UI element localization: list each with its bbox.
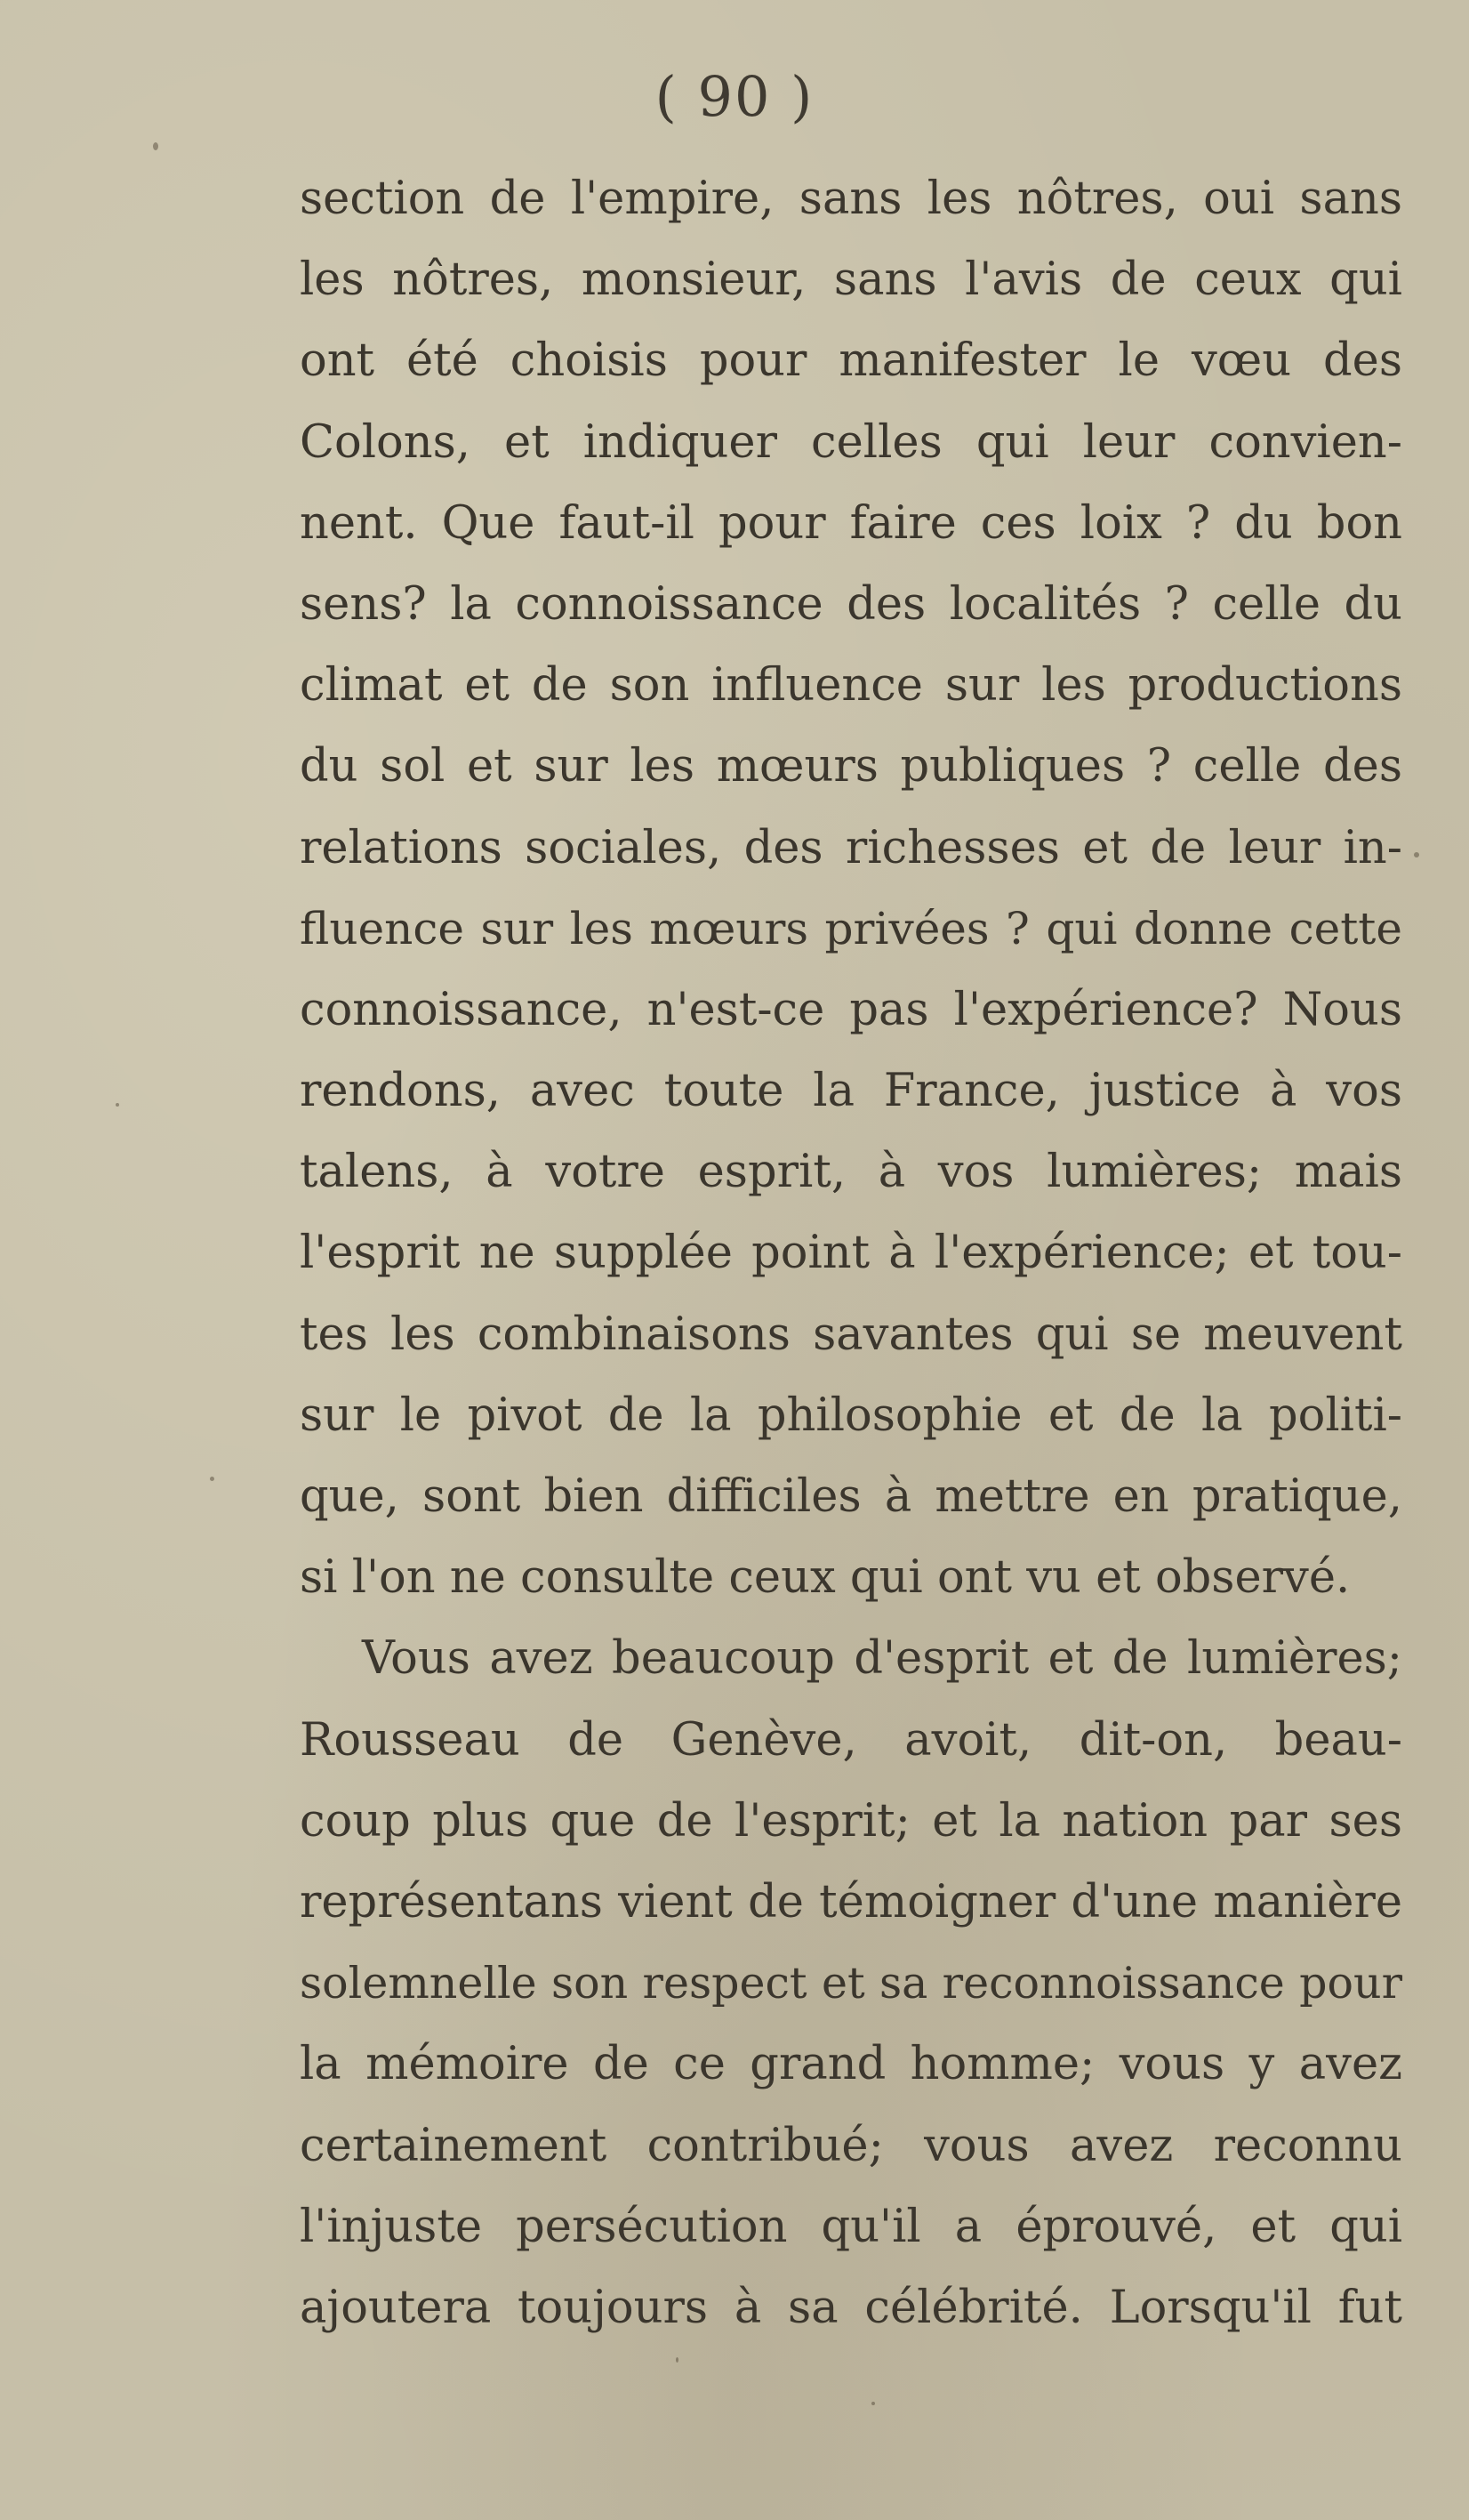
text-line: climat et de son influence sur les productions	[300, 659, 1402, 713]
text-line: coup plus que de l'esprit; et la nation par ses	[300, 1794, 1402, 1848]
paper-speck	[210, 1477, 214, 1481]
text-line: certainement contribué; vous avez reconnu	[300, 2119, 1402, 2172]
text-line: section de l'empire, sans les nôtres, oui sans	[300, 173, 1402, 225]
text-line: connoissance, n'est-ce pas l'expérience? Nous	[300, 983, 1402, 1036]
text-line: Colons, et indiquer celles qui leur convien-	[300, 415, 1402, 469]
text-line: que, sont bien difficiles à mettre en pratique,	[300, 1470, 1402, 1523]
paragraph-start-line: Vous avez beaucoup d'esprit et de lumières;	[362, 1632, 1402, 1686]
paper-speck	[116, 1103, 119, 1107]
text-line: solemnelle son respect et sa reconnoissance pour	[300, 1958, 1402, 2009]
text-line: relations sociales, des richesses et de leur in-	[300, 821, 1402, 874]
page-number: ( 90 )	[654, 64, 815, 129]
text-line: l'injuste persécution qu'il a éprouvé, et qui	[300, 2200, 1402, 2253]
paper-speck	[1414, 852, 1419, 857]
text-line: si l'on ne consulte ceux qui ont vu et observé.	[300, 1551, 1351, 1605]
paper-speck	[676, 2357, 678, 2363]
text-line: les nôtres, monsieur, sans l'avis de ceux qui	[300, 254, 1402, 307]
text-line: rendons, avec toute la France, justice à vos	[300, 1065, 1402, 1118]
paper-speck	[1238, 2139, 1241, 2146]
text-line: nent. Que faut-il pour faire ces loix ? du bon	[300, 496, 1402, 550]
text-line: Rousseau de Genève, avoit, dit-on, beau-	[300, 1713, 1402, 1767]
body-text	[300, 158, 1402, 2348]
text-line: ajoutera toujours à sa célébrité. Lorsqu'il fut	[300, 2281, 1402, 2334]
text-line: représentans vient de témoigner d'une manière	[300, 1875, 1402, 1928]
text-line: du sol et sur les mœurs publiques ? celle des	[300, 740, 1402, 793]
text-line: sur le pivot de la philosophie et de la politi-	[300, 1389, 1402, 1442]
text-line: ont été choisis pour manifester le vœu des	[300, 334, 1402, 388]
text-line: l'esprit ne supplée point à l'expérience; et tou-	[300, 1227, 1402, 1280]
text-line: talens, à votre esprit, à vos lumières; mais	[300, 1146, 1402, 1199]
text-line: tes les combinaisons savantes qui se meuvent	[300, 1308, 1402, 1361]
paper-speck	[871, 2402, 875, 2405]
text-line: sens? la connoissance des localités ? celle du	[300, 577, 1402, 631]
paper-speck	[153, 142, 158, 150]
text-line: fluence sur les mœurs privées ? qui donne cette	[300, 902, 1402, 954]
text-line: la mémoire de ce grand homme; vous y avez	[300, 2038, 1402, 2091]
